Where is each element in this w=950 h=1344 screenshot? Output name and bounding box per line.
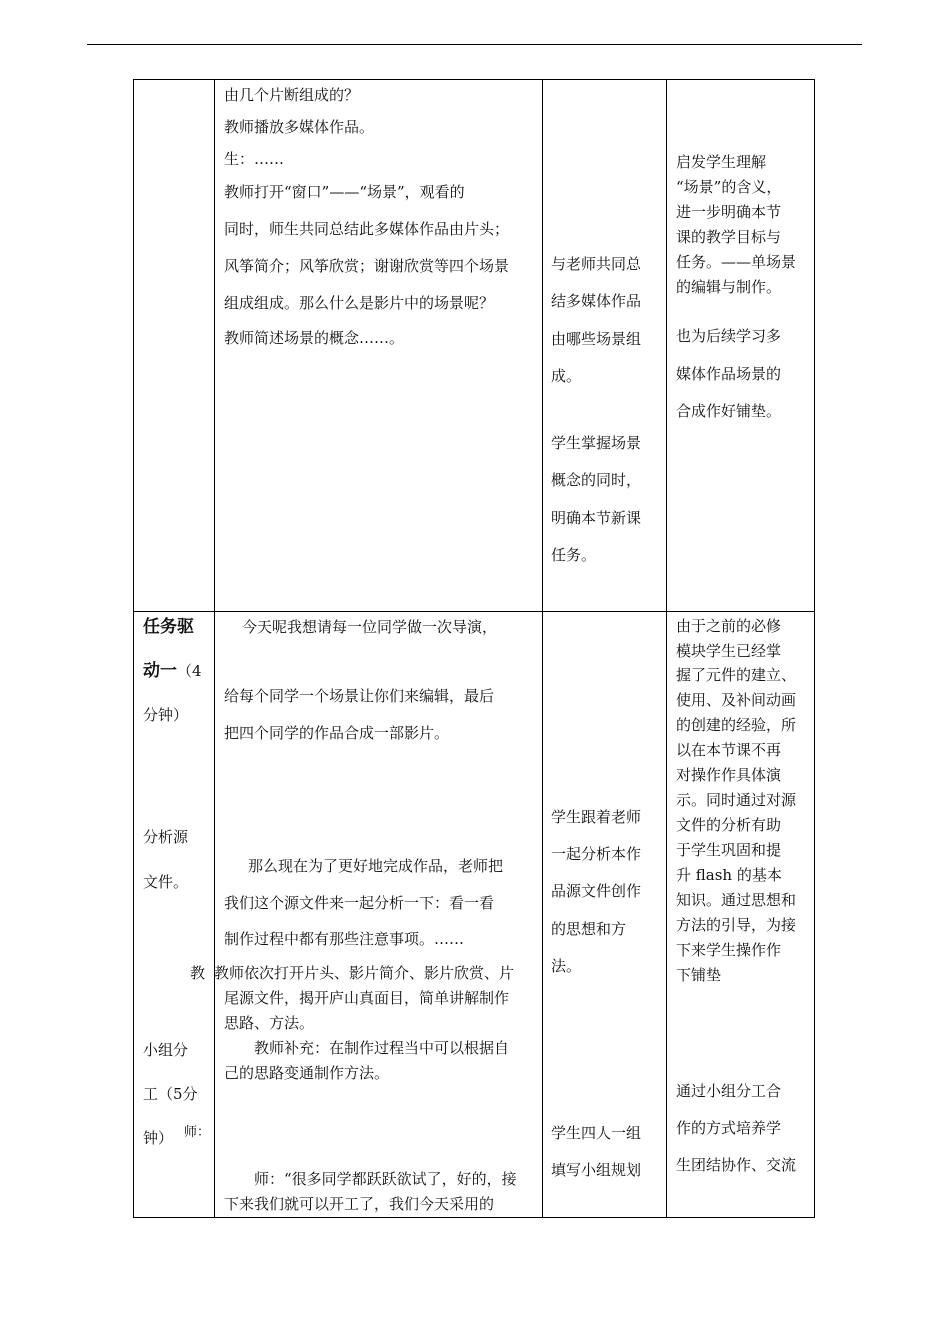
row2-activity-line: 师：“很多同学都跃跃欲试了，好的，接 (254, 1170, 517, 1188)
stage-label: 教 (190, 964, 206, 982)
row1-intent-line: 媒体作品场景的 (676, 365, 782, 383)
row2-activity-line: 今天呢我想请每一位同学做一次导演， (242, 618, 498, 636)
row1-intent-line: “场景”的含义， (676, 178, 782, 196)
row1-activity-line: 组成组成。那么什么是影片中的场景呢？ (224, 294, 495, 312)
row2-intent-line: 模块学生已经掌 (676, 642, 782, 660)
row1-student-line: 学生掌握场景 (551, 434, 642, 452)
row2-intent-line: 文件的分析有助 (676, 816, 782, 834)
row1-student-line: 概念的同时， (551, 471, 642, 489)
row2-intent-line: 的创建的经验，所 (676, 716, 797, 734)
row2-intent-line: 通过小组分工合 (676, 1082, 782, 1100)
row2-activity-line: 那么现在为了更好地完成作品，老师把 (248, 857, 504, 875)
row2-activity-line: 思路、方法。 (224, 1014, 315, 1032)
row2-student-line: 学生跟着老师 (551, 808, 642, 826)
stage-label: 钟） (143, 1129, 174, 1147)
column-divider-1 (214, 79, 215, 1218)
row1-activity-line: 同时，师生共同总结此多媒体作品由片头； (224, 220, 510, 238)
row2-intent-line: 由于之前的必修 (676, 617, 782, 635)
header-rule (87, 44, 862, 45)
row2-intent-line: 下铺垫 (676, 966, 722, 984)
row2-intent-line: 于学生巩固和提 (676, 841, 782, 859)
table-border-left (133, 79, 134, 1218)
row2-intent-line: 作的方式培养学 (676, 1119, 782, 1137)
row2-intent-line: 使用、及补间动画 (676, 691, 797, 709)
row2-activity-line: 教师依次打开片头、影片简介、影片欣赏、片 (214, 964, 515, 982)
row1-activity-line: 生：…… (224, 150, 285, 168)
row2-student-line: 法。 (551, 957, 582, 975)
stage-label: 文件。 (143, 873, 189, 891)
row2-student-line: 学生四人一组 (551, 1124, 642, 1142)
row1-intent-line: 启发学生理解 (676, 153, 767, 171)
row1-intent-line: 任务。——单场景 (676, 253, 797, 271)
row1-activity-line: 风筝简介；风筝欣赏；谢谢欣赏等四个场景 (224, 257, 510, 275)
row2-student-line: 品源文件创作 (551, 882, 642, 900)
table-border-top (133, 79, 815, 80)
row2-activity-line: 尾源文件，揭开庐山真面目，简单讲解制作 (224, 989, 510, 1007)
row1-intent-line: 合成作好铺垫。 (676, 402, 782, 420)
row2-intent-line: 升 flash 的基本 (676, 866, 782, 884)
row1-intent-line: 进一步明确本节 (676, 203, 782, 221)
row2-intent-line: 生团结协作、交流 (676, 1156, 797, 1174)
row1-student-line: 与老师共同总 (551, 255, 642, 273)
row1-student-line: 由哪些场景组 (551, 330, 642, 348)
row1-activity-line: 由几个片断组成的？ (224, 86, 360, 104)
row1-activity-line: 教师简述场景的概念……。 (224, 329, 405, 347)
row2-activity-line: 教师补充：在制作过程当中可以根据自 (254, 1039, 510, 1057)
row1-intent-line: 也为后续学习多 (676, 327, 782, 345)
task-title: 动一 (143, 661, 177, 681)
row2-activity-line: 制作过程中都有那些注意事项。…… (224, 930, 465, 948)
row1-student-line: 结多媒体作品 (551, 292, 642, 310)
row2-intent-line: 对操作作具体演 (676, 766, 782, 784)
task-title: 任务驱 (143, 617, 194, 637)
row2-student-line: 的思想和方 (551, 920, 627, 938)
row2-activity-line: 给每个同学一个场景让你们来编辑，最后 (224, 687, 495, 705)
row1-intent-line: 的编辑与制作。 (676, 278, 782, 296)
row1-student-line: 明确本节新课 (551, 509, 642, 527)
task-duration: （4 (177, 662, 202, 680)
row2-intent-line: 示。同时通过对源 (676, 791, 797, 809)
row1-activity-line: 教师打开“窗口”——“场景”，观看的 (224, 183, 465, 201)
stage-label: 工（5分 (143, 1085, 198, 1103)
stage-label: 小组分 (143, 1041, 189, 1059)
column-divider-3 (666, 79, 667, 1218)
task-duration: 分钟） (143, 706, 189, 724)
row2-intent-line: 下来学生操作作 (676, 941, 782, 959)
row2-student-line: 一起分析本作 (551, 845, 642, 863)
row2-student-line: 填写小组规划 (551, 1161, 642, 1179)
table-border-right (814, 79, 815, 1218)
row2-activity-line: 己的思路变通制作方法。 (224, 1064, 390, 1082)
row1-intent-line: 课的教学目标与 (676, 228, 782, 246)
stage-label: 分析源 (143, 828, 189, 846)
row1-student-line: 成。 (551, 367, 582, 385)
row1-student-line: 任务。 (551, 546, 597, 564)
column-divider-2 (542, 79, 543, 1218)
row2-activity-line: 把四个同学的作品合成一部影片。 (224, 724, 450, 742)
row-divider (133, 611, 815, 612)
row2-intent-line: 以在本节课不再 (676, 741, 782, 759)
row2-activity-line: 我们这个源文件来一起分析一下：看一看 (224, 894, 495, 912)
row2-activity-line: 下来我们就可以开工了，我们今天采用的 (224, 1195, 495, 1213)
table-border-bottom (133, 1217, 815, 1218)
row2-intent-line: 知识。通过思想和 (676, 891, 797, 909)
stage-label: 师： (184, 1125, 211, 1140)
row2-intent-line: 握了元件的建立、 (676, 666, 797, 684)
row2-intent-line: 方法的引导，为接 (676, 916, 797, 934)
row1-activity-line: 教师播放多媒体作品。 (224, 118, 375, 136)
